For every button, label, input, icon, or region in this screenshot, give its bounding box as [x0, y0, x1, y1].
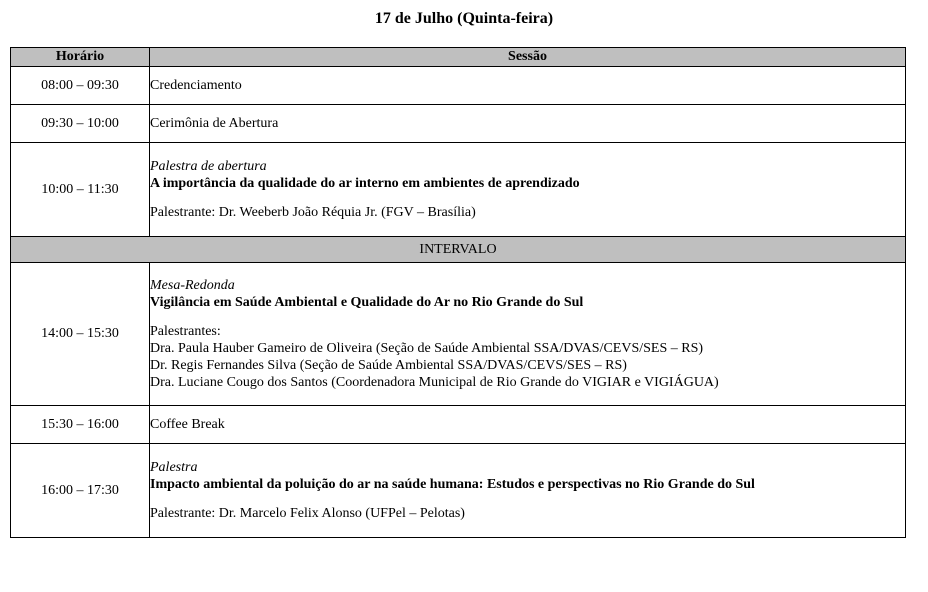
- row-time: 15:30 – 16:00: [11, 406, 150, 444]
- session-kind: Palestra de abertura: [150, 159, 267, 174]
- row-time: 09:30 – 10:00: [11, 105, 150, 143]
- table-header-row: [11, 48, 906, 67]
- interval-label: INTERVALO: [11, 237, 906, 263]
- table-row: [11, 67, 906, 105]
- row-session: [150, 143, 906, 237]
- table-row: [11, 143, 906, 237]
- table-row: [11, 263, 906, 406]
- row-session: Coffee Break: [150, 406, 906, 444]
- header-session: Sessão: [150, 48, 906, 67]
- session-speaker: Palestrante: Dr. Marcelo Felix Alonso (UFPel – Pelotas): [150, 506, 465, 521]
- session-kind: Palestra: [150, 460, 198, 475]
- session-speaker: Dra. Paula Hauber Gameiro de Oliveira (Seção de Saúde Ambiental SSA/DVAS/CEVS/SES – RS): [150, 341, 704, 356]
- row-time: 14:00 – 15:30: [11, 263, 150, 406]
- header-time: Horário: [11, 48, 150, 67]
- row-time: 08:00 – 09:30: [11, 67, 150, 105]
- row-session: Cerimônia de Abertura: [150, 105, 906, 143]
- session-speaker: Dr. Regis Fernandes Silva (Seção de Saúde Ambiental SSA/DVAS/CEVS/SES – RS): [150, 358, 627, 373]
- session-speaker: Dra. Luciane Cougo dos Santos (Coordenadora Municipal de Rio Grande do VIGIAR e VIGIÁGUA): [150, 375, 719, 390]
- session-kind: Mesa-Redonda: [150, 278, 235, 293]
- table-row: [11, 105, 906, 143]
- table-row: [11, 406, 906, 444]
- table-row: [11, 444, 906, 538]
- schedule-table: [10, 47, 906, 538]
- speakers-label: Palestrantes:: [150, 324, 221, 339]
- session-title: A importância da qualidade do ar interno em ambientes de aprendizado: [150, 176, 580, 191]
- session-title: Impacto ambiental da poluição do ar na saúde humana: Estudos e perspectivas no Rio Grande do Sul: [150, 477, 755, 492]
- row-session: [150, 444, 906, 538]
- session-title: Vigilância em Saúde Ambiental e Qualidade do Ar no Rio Grande do Sul: [150, 295, 584, 310]
- interval-row: [11, 237, 906, 263]
- page-title: 17 de Julho (Quinta-feira): [374, 10, 554, 27]
- row-time: 10:00 – 11:30: [11, 143, 150, 237]
- row-session: Credenciamento: [150, 67, 906, 105]
- row-session: [150, 263, 906, 406]
- session-speaker: Palestrante: Dr. Weeberb João Réquia Jr. (FGV – Brasília): [150, 205, 476, 220]
- row-time: 16:00 – 17:30: [11, 444, 150, 538]
